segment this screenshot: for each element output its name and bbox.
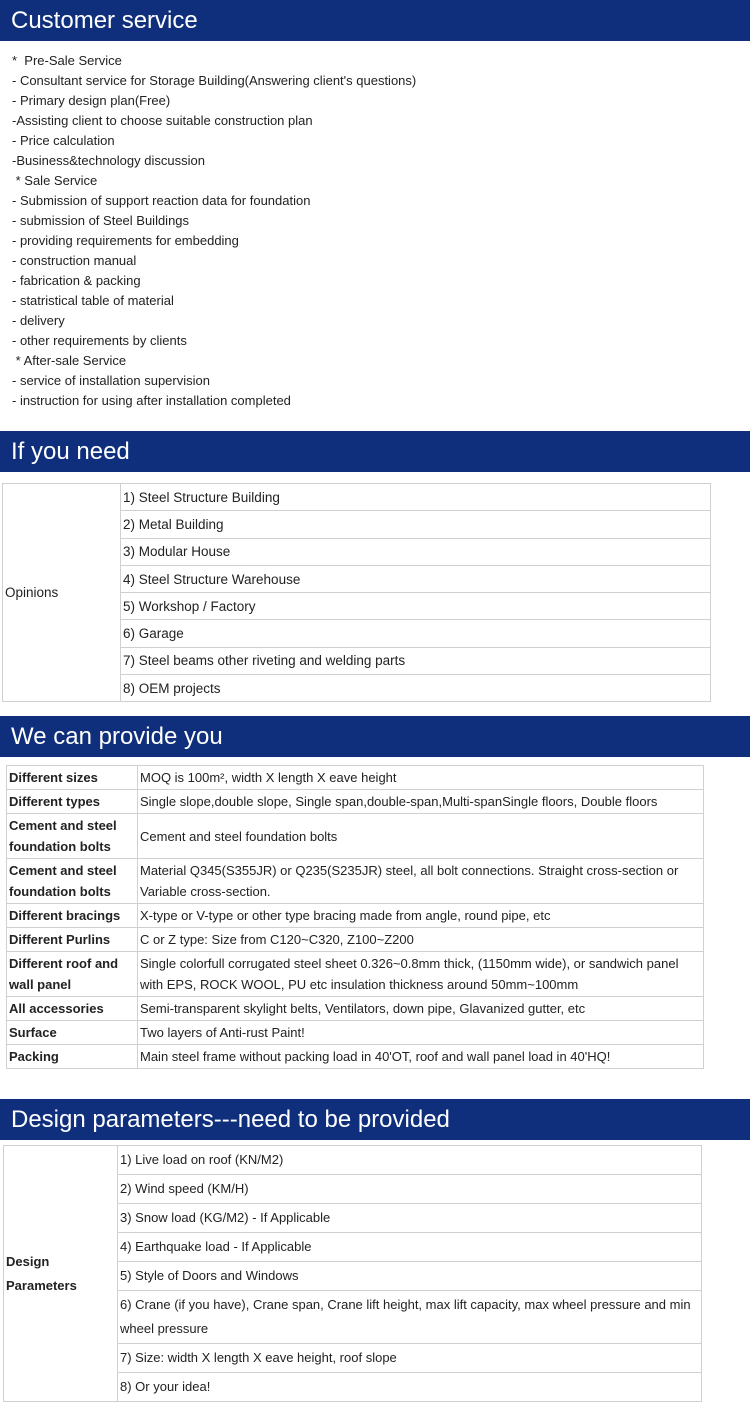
- option-cell: 2) Metal Building: [121, 511, 711, 538]
- table-row: [7, 790, 704, 814]
- row-key: Cement and steel foundation bolts: [7, 859, 138, 904]
- parameter-cell: 5) Style of Doors and Windows: [118, 1262, 702, 1291]
- list-item: * Sale Service: [12, 173, 98, 188]
- option-cell: 7) Steel beams other riveting and welding parts: [121, 647, 711, 674]
- list-item: - other requirements by clients: [12, 333, 187, 348]
- list-item: - service of installation supervision: [12, 373, 210, 388]
- list-item: - Primary design plan(Free): [12, 93, 171, 108]
- option-cell: 1) Steel Structure Building: [121, 484, 711, 511]
- row-key: Different sizes: [7, 766, 138, 790]
- row-value: C or Z type: Size from C120~C320, Z100~Z200: [138, 928, 704, 952]
- table-row: [7, 859, 704, 904]
- list-item: - Consultant service for Storage Building(Answering client's questions): [12, 73, 417, 88]
- parameter-cell: 2) Wind speed (KM/H): [118, 1175, 702, 1204]
- row-key: Cement and steel foundation bolts: [7, 814, 138, 859]
- section-title-design-parameters: Design parameters---need to be provided: [0, 1099, 750, 1140]
- provide-table: [6, 765, 704, 1069]
- row-value: X-type or V-type or other type bracing made from angle, round pipe, etc: [138, 904, 704, 928]
- list-item: * Pre-Sale Service: [12, 53, 122, 68]
- list-item: - Submission of support reaction data for foundation: [12, 193, 311, 208]
- table-row: [7, 904, 704, 928]
- section-title-we-can-provide: We can provide you: [0, 716, 750, 757]
- row-key: Packing: [7, 1045, 138, 1069]
- table-row: [3, 484, 711, 511]
- row-key: Different roof and wall panel: [7, 952, 138, 997]
- table-row: [7, 814, 704, 859]
- section-title-if-you-need: If you need: [0, 431, 750, 472]
- list-item: - construction manual: [12, 253, 137, 268]
- row-key: Different Purlins: [7, 928, 138, 952]
- options-label: Opinions: [3, 484, 121, 702]
- list-item: - submission of Steel Buildings: [12, 213, 190, 228]
- table-row: [7, 952, 704, 997]
- row-value: Two layers of Anti-rust Paint!: [138, 1021, 704, 1045]
- option-cell: 6) Garage: [121, 620, 711, 647]
- section-title-customer-service: Customer service: [0, 0, 750, 41]
- list-item: - delivery: [12, 313, 65, 328]
- row-value: Cement and steel foundation bolts: [138, 814, 704, 859]
- parameter-cell: 4) Earthquake load - If Applicable: [118, 1233, 702, 1262]
- parameter-cell: 7) Size: width X length X eave height, roof slope: [118, 1344, 702, 1373]
- table-row: [7, 997, 704, 1021]
- list-item: -Business&technology discussion: [12, 153, 205, 168]
- option-cell: 3) Modular House: [121, 538, 711, 565]
- row-value: Semi-transparent skylight belts, Ventilators, down pipe, Glavanized gutter, etc: [138, 997, 704, 1021]
- option-cell: 4) Steel Structure Warehouse: [121, 565, 711, 592]
- list-item: -Assisting client to choose suitable construction plan: [12, 113, 313, 128]
- table-row: [4, 1146, 702, 1175]
- table-row: [7, 766, 704, 790]
- option-cell: 5) Workshop / Factory: [121, 593, 711, 620]
- row-value: Main steel frame without packing load in 40'OT, roof and wall panel load in 40'HQ!: [138, 1045, 704, 1069]
- row-key: All accessories: [7, 997, 138, 1021]
- parameter-cell: 3) Snow load (KG/M2) - If Applicable: [118, 1204, 702, 1233]
- customer-service-list: [12, 51, 416, 411]
- option-cell: 8) OEM projects: [121, 675, 711, 702]
- options-table: [2, 483, 711, 702]
- list-item: * After-sale Service: [12, 353, 127, 368]
- parameter-cell: 8) Or your idea!: [118, 1373, 702, 1402]
- design-parameters-table: [3, 1145, 702, 1402]
- row-value: Single slope,double slope, Single span,double-span,Multi-spanSingle floors, Double floors: [138, 790, 704, 814]
- parameter-cell: 1) Live load on roof (KN/M2): [118, 1146, 702, 1175]
- row-value: MOQ is 100m², width X length X eave height: [138, 766, 704, 790]
- table-row: [7, 1021, 704, 1045]
- list-item: - statristical table of material: [12, 293, 174, 308]
- table-row: [7, 1045, 704, 1069]
- list-item: - Price calculation: [12, 133, 115, 148]
- design-parameters-label: Design Parameters: [4, 1146, 118, 1402]
- row-value: Single colorfull corrugated steel sheet 0.326~0.8mm thick, (1150mm wide), or sandwich panel with EPS, ROCK WOOL, PU etc insulation thickness around 50mm~100mm: [138, 952, 704, 997]
- parameter-cell: 6) Crane (if you have), Crane span, Crane lift height, max lift capacity, max wheel pressure and min wheel pressure: [118, 1291, 702, 1344]
- row-key: Different bracings: [7, 904, 138, 928]
- table-row: [7, 928, 704, 952]
- row-value: Material Q345(S355JR) or Q235(S235JR) steel, all bolt connections. Straight cross-section or Variable cross-section.: [138, 859, 704, 904]
- row-key: Different types: [7, 790, 138, 814]
- list-item: - providing requirements for embedding: [12, 233, 239, 248]
- row-key: Surface: [7, 1021, 138, 1045]
- list-item: - instruction for using after installation completed: [12, 393, 291, 408]
- list-item: - fabrication & packing: [12, 273, 141, 288]
